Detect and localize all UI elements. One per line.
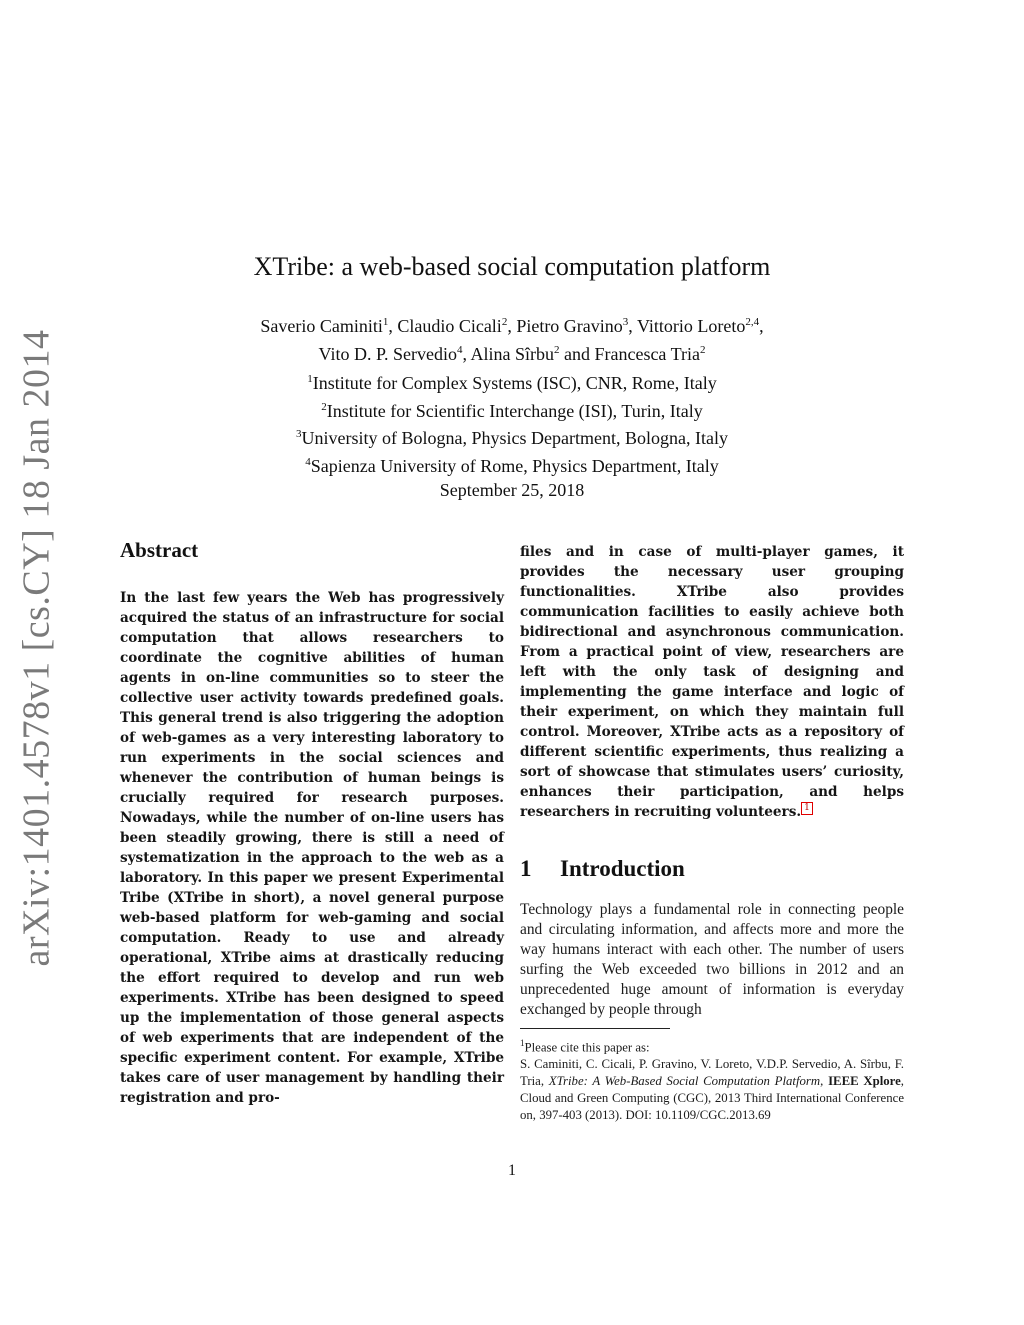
- author-conjunction: and: [563, 344, 590, 364]
- affiliation-text: Institute for Scientific Interchange (ISI), Turin, Italy: [326, 400, 703, 421]
- affiliation: [150, 451, 874, 479]
- footnote-link[interactable]: 1: [801, 802, 813, 815]
- footnote-authors: S. Caminiti, C. Cicali, P. Gravino, V. Loreto, V.D.P. Servedio, A. Sîrbu, F. Tria,: [520, 1057, 904, 1089]
- author-affil-sup: 4: [456, 344, 463, 356]
- affiliation: [150, 396, 874, 424]
- introduction-body: Technology plays a fundamental role in connecting people and circulating information, and affects more and more the way humans interact with each other. The number of users surfing the Web exceeded two billions in 2012 and an unprecedented huge amount of information is everyday exchanged by people through: [520, 901, 904, 1018]
- author: Alina Sîrbu: [470, 344, 554, 364]
- author: Pietro Gravino: [516, 316, 623, 336]
- footnote: $^1$Please cite this paper as: S. Caminiti, C. Cicali, P. Gravino, V. Loreto, V.D.P. Servedio, A. Sîrbu, F. Tria, XTribe: A Web-Based Social Computation Platform, IEEE Xplore, Cloud and Green Computing (CGC), 2013 Third International Conference on, 397-403 (2013). DOI: 10.1109/CGC.2013.69: [520, 1038, 904, 1123]
- right-column: [520, 542, 904, 1124]
- section-title: Introduction: [560, 856, 685, 881]
- author-line-1: Saverio Caminiti$^1$, Claudio Cicali$^2$, Pietro Gravino$^3$, Vittorio Loreto$^{2,4}$,: [260, 316, 764, 336]
- author: Claudio Cicali: [397, 316, 502, 336]
- affiliation-sup: 4: [305, 455, 311, 468]
- affiliation-list: [150, 368, 874, 478]
- author: Vittorio Loreto: [636, 316, 746, 336]
- footnote-cited-title: XTribe: A Web-Based Social Computation Platform: [548, 1074, 821, 1089]
- footnote-details: , Cloud and Green Computing (CGC), 2013 Third International Conference on, 397-403 (2013). DOI: 10.1109/CGC.2013.69: [520, 1074, 904, 1123]
- section-number: 1: [520, 856, 532, 881]
- author: Saverio Caminiti: [260, 316, 383, 336]
- abstract-body-right: [520, 542, 904, 822]
- author-affil-sup: 2: [501, 316, 508, 328]
- author-line-2: Vito D. P. Servedio$^4$, Alina Sîrbu$^2$ and Francesca Tria$^2$: [318, 344, 706, 364]
- affiliation-text: University of Bologna, Physics Department, Bologna, Italy: [301, 428, 728, 448]
- affiliation-sup: 1: [307, 373, 313, 385]
- affiliation-text: Institute for Complex Systems (ISC), CNR, Rome, Italy: [312, 373, 717, 393]
- affiliation: [150, 423, 874, 451]
- affiliation-sup: 2: [321, 400, 327, 413]
- arxiv-side-stamp: [8, 329, 64, 967]
- author-affil-sup: 2: [553, 344, 560, 356]
- abstract-continuation: files and in case of multi-player games, it provides the necessary user grouping functionalities. XTribe also provides communication facilities to easily achieve both bidirectional and asynchronous communication. From a practical point of view, researchers are left with the only task of designing and implementing the game interface and logic of their experiment, on which they maintain full control. Moreover, XTribe acts as a repository of different scientific experiments, thus realizing a sort of showcase that stimulates users’ curiosity, enhances their participation, and helps researchers in recruiting volunteers.: [520, 544, 904, 820]
- footnote-number: 1: [520, 1038, 525, 1048]
- affiliation-text: Sapienza University of Rome, Physics Department, Italy: [310, 455, 719, 476]
- author: Vito D. P. Servedio: [318, 344, 457, 364]
- abstract-heading: Abstract: [120, 538, 199, 562]
- author-affil-sup: 3: [622, 316, 629, 328]
- footnote-lead: Please cite this paper as:: [524, 1040, 650, 1055]
- page-number: 1: [508, 1162, 516, 1179]
- footnote-venue: IEEE Xplore: [828, 1074, 901, 1089]
- author-affil-sup: 2,4: [745, 316, 760, 328]
- affiliation-sup: 3: [296, 428, 302, 440]
- paper-date: September 25, 2018: [439, 480, 585, 500]
- left-column: [120, 538, 504, 1108]
- affiliation: [150, 368, 874, 396]
- author-list: [150, 310, 874, 366]
- author-affil-sup: 1: [382, 316, 389, 328]
- paper-title: XTribe: a web-based social computation platform: [253, 252, 771, 281]
- abstract-body-left: In the last few years the Web has progressively acquired the status of an infrastructure for social computation that allows researchers to coordinate the cognitive abilities of human agents in on-line communities so to steer the collective user activity towards predefined goals. This general trend is also triggering the adoption of web-games as a very interesting laboratory to run experiments in the social sciences and whenever the contribution of human beings is crucially required for research purposes. Nowadays, while the number of on-line users has been steadily growing, there is still a need of systematization in the approach to the web as a laboratory. In this paper we present Experimental Tribe (XTribe in short), a novel general purpose web-based platform for web-gaming and social computation. Ready to use and already operational, XTribe aims at drastically reducing the effort required to develop and run web experiments. XTribe has been designed to speed up the implementation of those general aspects of web experiments that are independent of the specific experiment content. For example, XTribe takes care of user management by handling their registration and pro-: [120, 590, 504, 1106]
- arxiv-identifier[interactable]: arXiv:1401.4578v1 [cs.CY] 18 Jan 2014: [15, 329, 58, 967]
- section-heading-introduction: [520, 856, 904, 882]
- footnote-divider: [520, 1028, 670, 1029]
- author: Francesca Tria: [594, 344, 700, 364]
- author-affil-sup: 2: [699, 344, 706, 356]
